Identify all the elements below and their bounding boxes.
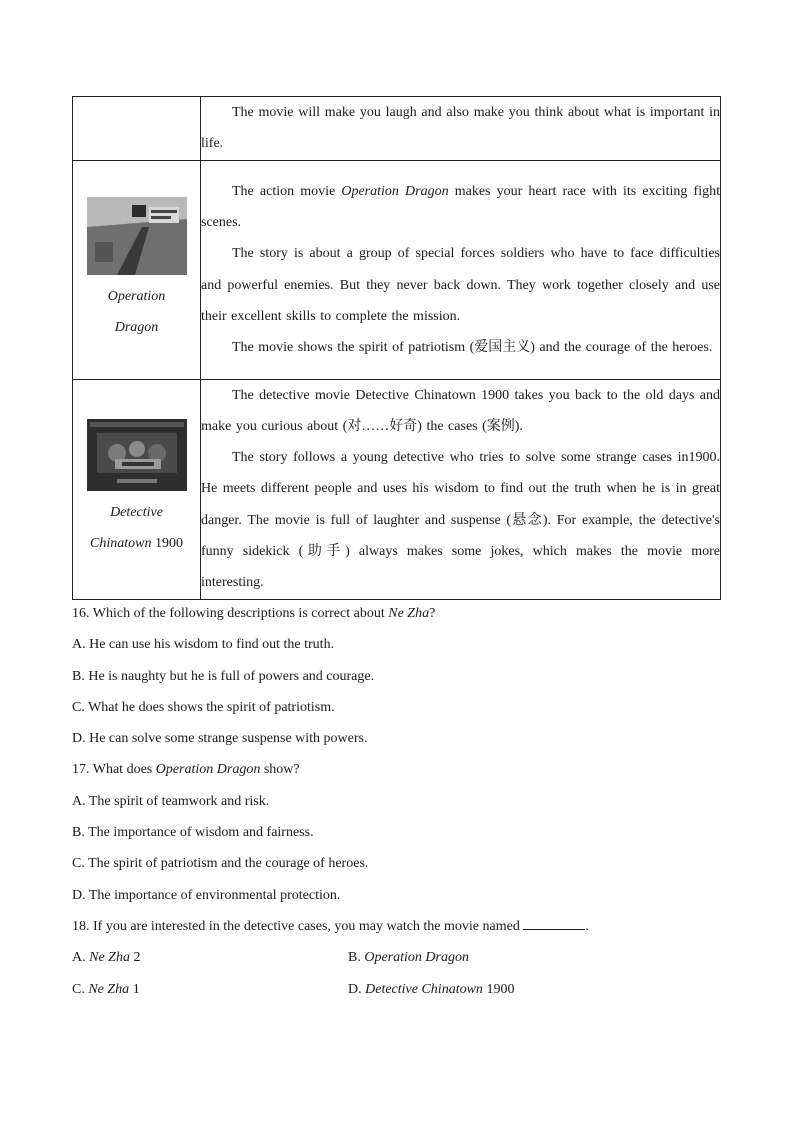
movie-title-italic: Ne Zha [89,950,130,966]
text-fragment: . [585,918,589,934]
movie-title-caption-line2: Dragon [114,319,159,335]
description-cell [201,97,721,161]
text-fragment: 17. What does [72,762,156,778]
answer-blank[interactable] [523,917,585,930]
text-fragment: show? [260,762,300,778]
question-section [72,598,722,1005]
option-16-d[interactable]: D. He can solve some strange suspense with powers. [72,731,368,747]
option-letter: B. [348,950,365,966]
option-letter: A. [72,950,90,966]
question-16-stem [72,598,722,629]
option-16-c[interactable]: C. What he does shows the spirit of patriotism. [72,699,335,715]
option-16-a[interactable]: A. He can use his wisdom to find out the truth. [72,637,335,653]
text-fragment: The action movie [232,183,342,199]
description-cell [201,160,721,379]
text-fragment: ? [429,606,436,621]
option-18-c[interactable] [72,974,140,1005]
poster-cell [73,379,201,599]
text-fragment: 2 [129,950,141,966]
text-fragment: Chinatown [90,536,152,552]
question-17-stem [72,754,722,785]
option-18-a[interactable] [72,942,140,973]
movie-title-caption-line2 [73,528,200,559]
text-fragment: 1 [129,981,140,997]
row2-paragraph-3: The movie shows the spirit of patriotism (爱国主义) and the courage of the heroes. [232,340,713,356]
movie-title-italic: Operation Dragon [155,762,261,778]
option-17-d[interactable]: D. The importance of environmental protection. [72,887,341,903]
option-16-b[interactable]: B. He is naughty but he is full of powers and courage. [72,668,375,684]
movie-title-italic: Operation Dragon [341,183,449,199]
option-17-c[interactable]: C. The spirit of patriotism and the courage of heroes. [72,856,369,872]
table-row [73,160,721,379]
movie-title-italic: Ne Zha [388,606,430,621]
movie-table [72,96,721,600]
empty-cell [73,97,201,161]
poster-cell [73,160,201,379]
movie-title-italic: Operation Dragon [364,950,469,966]
option-row [72,942,722,973]
text-fragment: 1900 [151,536,183,552]
option-letter: D. [348,981,366,997]
table-row [73,97,721,161]
option-17-a[interactable]: A. The spirit of teamwork and risk. [72,793,270,809]
option-18-d[interactable] [348,974,514,1005]
text-fragment: 16. Which of the following descriptions is correct about [72,606,389,621]
text-fragment: 1900 [482,981,515,997]
description-cell [201,379,721,599]
row3-paragraph-2: The story follows a young detective who tries to solve some strange cases in1900. He meets different people and uses his wisdom to find out the truth when he is in great danger. The movie is full of laughter and suspense (悬念). For example, the detective's funny sidekick (助手) always makes some jokes, which makes the movie more interesting. [201,450,720,591]
operation-dragon-poster-icon [87,197,187,275]
option-row [72,974,722,1005]
text-fragment: 18. If you are interested in the detective cases, you may watch the movie named [72,918,524,934]
option-letter: C. [72,981,89,997]
row2-paragraph-1 [201,176,720,239]
movie-title-italic: Ne Zha [88,981,130,997]
detective-chinatown-poster-icon [87,419,187,491]
option-17-b[interactable]: B. The importance of wisdom and fairness. [72,825,314,841]
row3-paragraph-1: The detective movie Detective Chinatown 1900 takes you back to the old days and make you curious about (对……好奇) the cases (案例). [201,387,720,434]
movie-title-caption: Detective [110,505,163,521]
movie-title-caption: Operation [107,288,166,304]
row1-paragraph: The movie will make you laugh and also make you think about what is important in life. [201,105,720,152]
text-fragment: makes your heart race with its exciting fight scenes. [201,183,720,230]
option-18-b[interactable] [348,942,469,973]
table-row [73,379,721,599]
movie-title-italic: Detective Chinatown [365,981,483,997]
question-18-stem [72,911,722,942]
row2-paragraph-2: The story is about a group of special forces soldiers who have to face difficulties and powerful enemies. But they never back down. They work together closely and use their excellent skills to complete the mission. [201,246,720,324]
